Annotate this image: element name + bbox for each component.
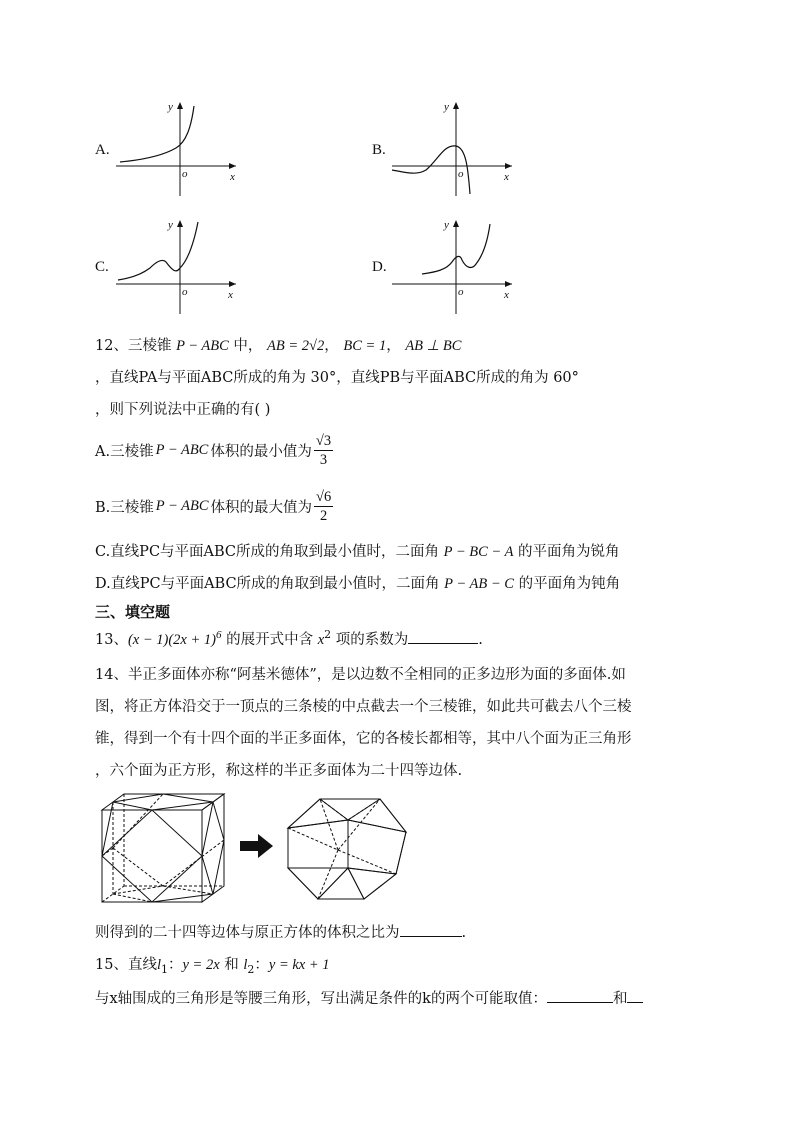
q12-option-c-prefix: C.直线PC与平面ABC所成的角取到最小值时，二面角 [95, 544, 444, 560]
q14-question [95, 921, 466, 942]
q12-bc: BC = 1 [343, 338, 387, 354]
graph-a-origin-label: o [182, 168, 188, 180]
q14-line1: 14、半正多面体亦称“阿基米德体”，是以边数不全相同的正多边形为面的多面体.如 [95, 667, 626, 683]
graph-c-origin-label: o [182, 286, 188, 298]
q12-option-a [95, 428, 333, 472]
graph-c-label: C. [95, 259, 109, 275]
q12-option-c [95, 540, 620, 561]
cuboctahedron-figure [284, 796, 410, 902]
q12-mid: 中， [228, 338, 263, 354]
q12-line3: ，则下列说法中正确的有( ) [95, 402, 271, 418]
q12-option-d-angle: P − AB − C [444, 576, 514, 592]
q14-line4: ，六个面为正方形，称这样的半正多面体为二十四等边体. [95, 763, 463, 779]
q13-exponent: 6 [215, 629, 222, 642]
graph-d-origin-label: o [458, 286, 464, 298]
q14-line2: 图，将正方体沿交于一顶点的三条棱的中点截去一个三棱锥，如此共可截去八个三棱 [95, 699, 632, 715]
graph-c [112, 216, 242, 316]
q15-colon2: ： [254, 957, 269, 973]
q13-mid: 的展开式中含 [221, 632, 318, 648]
graph-b-label: B. [372, 142, 386, 158]
q15-eq1: y = 2x [182, 957, 220, 973]
q15-answer-blank-2 [627, 988, 643, 1003]
q12-option-b-numerator: √6 [316, 488, 332, 505]
q15-number: 15、直线 [95, 957, 157, 973]
q15-he: 和 [612, 991, 628, 1007]
q12-sep1: ， [324, 338, 339, 354]
q12-option-d-prefix: D.直线PC与平面ABC所成的角取到最小值时，二面角 [95, 576, 445, 592]
q15-and: 和 [219, 957, 244, 973]
q15-line2-text: 与x轴围成的三角形是等腰三角形，写出满足条件的k的两个可能取值： [95, 991, 547, 1007]
q12-perp: AB ⊥ BC [405, 338, 462, 354]
q12-option-a-prefix: A.三棱锥 [95, 443, 154, 460]
q12-line2: ，直线PA与平面ABC所成的角为 30°，直线PB与平面ABC所成的角为 60° [95, 370, 579, 386]
q15-eq2: y = kx + 1 [268, 957, 330, 973]
graph-a-x-label: x [230, 171, 235, 183]
q13 [95, 628, 483, 649]
q12-option-d [95, 572, 620, 593]
q12-sep2: ， [386, 338, 401, 354]
q12-option-d-suffix: 的平面角为钝角 [513, 576, 621, 592]
graph-d-x-label: x [504, 289, 509, 301]
q12-stem [95, 334, 461, 355]
q13-answer-blank [408, 629, 478, 644]
section-3-title: 三、填空题 [95, 603, 171, 621]
graph-a-label: A. [95, 142, 110, 158]
q12-pyramid: P − ABC [176, 338, 229, 354]
q15-answer-blank-1 [547, 988, 613, 1003]
graph-d-y-label: y [444, 219, 449, 231]
graph-b [388, 98, 518, 198]
cube-figure [96, 792, 231, 904]
q12-option-b-mid: 体积的最大值为 [210, 499, 313, 516]
graph-b-y-label: y [444, 101, 449, 113]
q12-option-a-pyramid: P − ABC [155, 441, 209, 458]
q12-ab: AB = 2√2 [267, 338, 325, 354]
q15-l1: l [156, 957, 161, 973]
graph-a [112, 98, 242, 198]
q15-l2: l [243, 957, 248, 973]
graph-a-y-label: y [168, 101, 173, 113]
q13-term-exponent: 2 [324, 628, 332, 642]
q12-option-a-denominator: 3 [319, 451, 328, 468]
q12-option-a-fraction [314, 432, 333, 469]
q12-option-b-prefix: B.三棱锥 [95, 499, 154, 516]
q15-line2 [95, 987, 643, 1008]
q15-l2-sub: 2 [247, 962, 255, 976]
q12-option-c-angle: P − BC − A [443, 544, 514, 560]
q15-colon1: ： [167, 957, 183, 973]
q12-number: 12、三棱锥 [95, 338, 172, 354]
graph-d-label: D. [372, 259, 387, 275]
graph-c-y-label: y [168, 219, 173, 231]
graph-b-x-label: x [504, 171, 509, 183]
q12-option-a-mid: 体积的最小值为 [210, 443, 312, 460]
q13-number: 13、 [95, 632, 128, 648]
q14-answer-blank [400, 922, 462, 937]
q13-term: x [317, 632, 325, 648]
right-arrow-icon [240, 834, 274, 858]
q13-end: . [478, 632, 483, 648]
q12-option-b [95, 484, 333, 528]
q14-end: . [461, 925, 467, 941]
graph-d [388, 216, 518, 316]
q15-l1-sub: 1 [160, 962, 168, 976]
q12-option-b-denominator: 2 [320, 507, 328, 524]
q15-line1 [95, 953, 330, 976]
q13-suffix: 项的系数为 [331, 632, 409, 648]
q14-question-text: 则得到的二十四等边体与原正方体的体积之比为 [95, 925, 400, 941]
q12-option-b-fraction [314, 488, 333, 525]
graph-b-origin-label: o [458, 168, 464, 180]
q12-option-b-pyramid: P − ABC [155, 497, 209, 514]
graph-c-x-label: x [228, 289, 233, 301]
q13-expression: (x − 1)(2x + 1) [127, 632, 216, 648]
q14-line3: 锥，得到一个有十四个面的半正多面体，它的各棱长都相等，其中八个面为正三角形 [95, 731, 632, 747]
q12-option-c-suffix: 的平面角为锐角 [513, 544, 620, 560]
q12-option-a-numerator: √3 [315, 432, 332, 449]
